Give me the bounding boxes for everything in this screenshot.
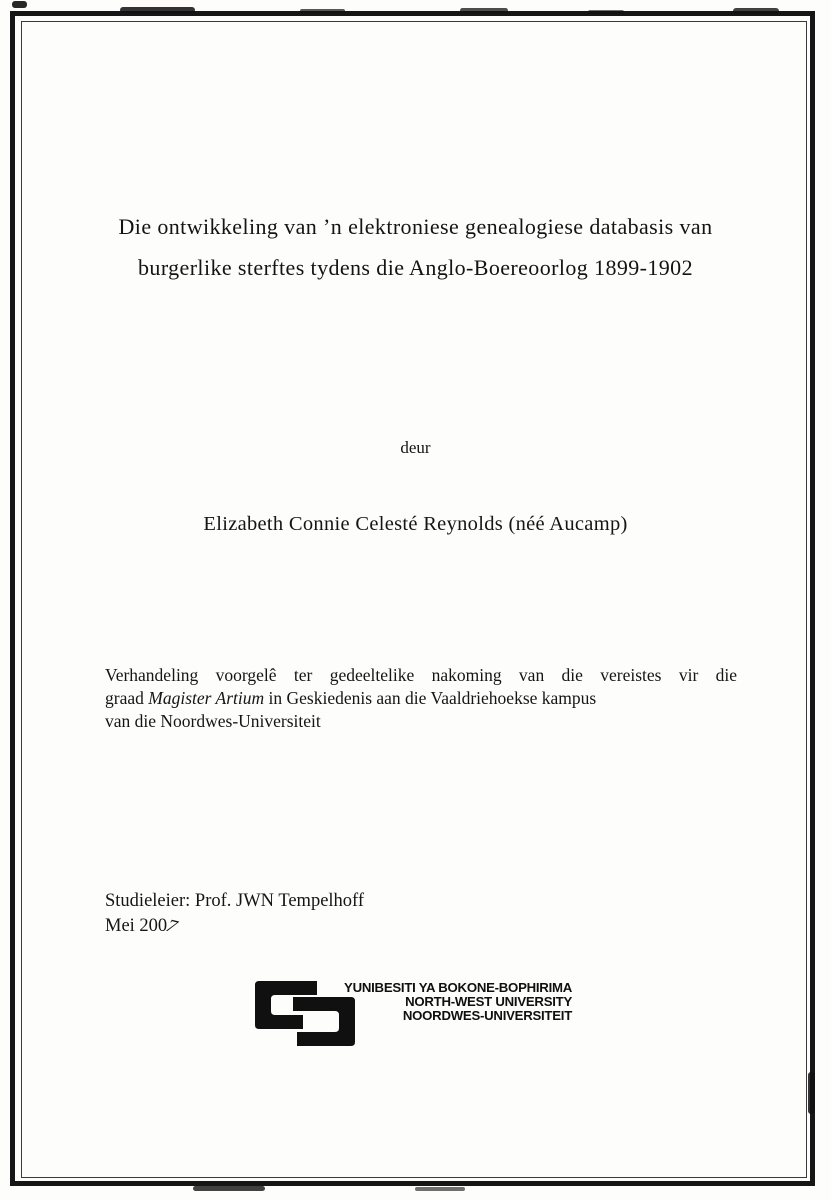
logo-line-english: NORTH-WEST UNIVERSITY (405, 993, 572, 1009)
supervisor-line: Studieleier: Prof. JWN Tempelhoff (105, 891, 365, 911)
scan-smudge (300, 9, 345, 13)
thesis-title-line2: burgerlike sterftes tydens die Anglo-Boereoorlog 1899-1902 (138, 255, 693, 280)
byline-label: deur (400, 438, 431, 457)
date-prefix: Mei 200 (105, 916, 168, 936)
thesis-title (0, 206, 831, 288)
scan-smudge (12, 1, 27, 8)
logo-line-setswana: YUNIBESITI YA BOKONE-BOPHIRIMA (344, 980, 572, 995)
supervisor-and-date (105, 889, 364, 939)
declaration-line2-pre: graad (105, 688, 149, 708)
nwu-chain-links-logo-icon (255, 981, 355, 1047)
declaration-line2 (105, 687, 737, 710)
declaration-line1: Verhandeling voorgelê ter gedeeltelike nakoming van die vereistes vir die (105, 665, 737, 685)
date-line (105, 914, 364, 939)
thesis-title-line1: Die ontwikkeling van ’n elektroniese genealogiese databasis van (118, 214, 713, 239)
date-last-digit: 7 (163, 916, 180, 938)
scan-smudge (120, 7, 195, 13)
scan-smudge (415, 1187, 465, 1191)
declaration-line2-post: in Geskiedenis aan die Vaaldriehoekse kampus (264, 688, 597, 708)
scan-smudge (733, 8, 779, 14)
degree-declaration (105, 664, 737, 733)
university-logo-wordmark (344, 981, 572, 1023)
author-name: Elizabeth Connie Celesté Reynolds (néé Aucamp) (203, 513, 628, 535)
scan-smudge (808, 1072, 815, 1114)
scan-smudge (460, 8, 508, 13)
scan-smudge (588, 10, 624, 14)
declaration-line3: van die Noordwes-Universiteit (105, 711, 321, 731)
degree-name-italic: Magister Artium (148, 688, 265, 708)
logo-line-afrikaans: NOORDWES-UNIVERSITEIT (402, 1007, 572, 1023)
scan-smudge (193, 1186, 265, 1191)
